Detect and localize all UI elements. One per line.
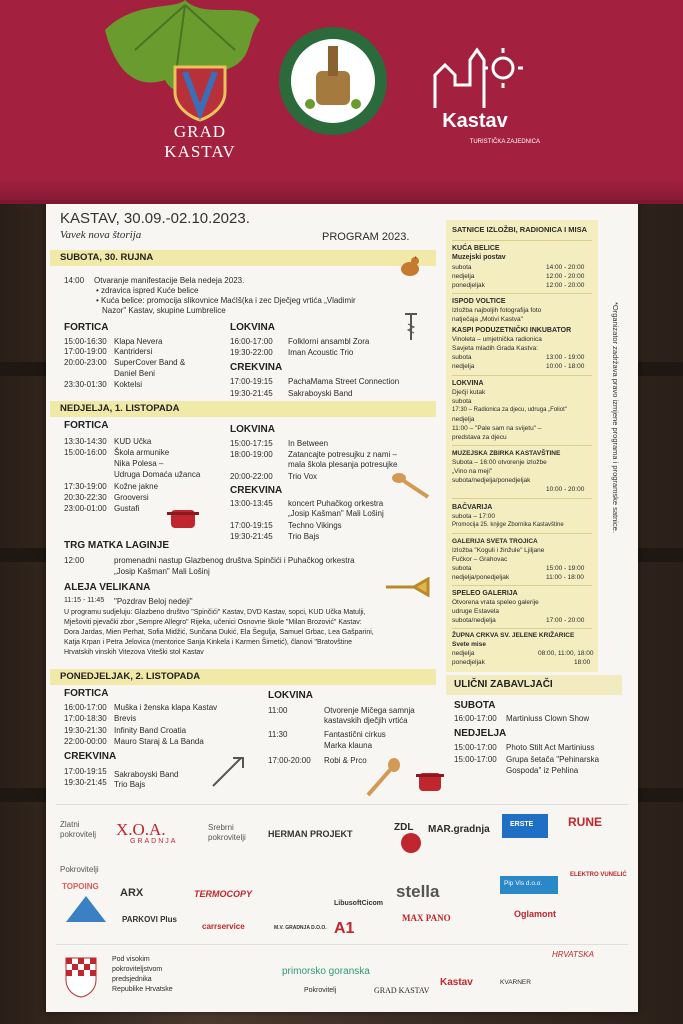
- list-item-name: Brevis: [114, 714, 137, 723]
- row-day: subota: [452, 565, 472, 572]
- side-lokvina-line: predstava za djecu: [452, 434, 507, 441]
- topoing-emblem-icon: [64, 894, 108, 924]
- list-item-name: SuperCover Band &: [114, 358, 186, 367]
- row-day: nedjelja: [452, 363, 475, 370]
- mon-lokvina-label: LOKVINA: [268, 690, 313, 701]
- rune-logo: RUNE: [568, 815, 603, 829]
- divider: [452, 628, 592, 629]
- arx-logo: ARX: [120, 887, 144, 899]
- row-time: 14:00 - 20:00: [546, 264, 585, 271]
- list-item-time: 15:00-17:00: [454, 755, 497, 764]
- high-patron-text: Pod visokim: [112, 956, 150, 963]
- list-item-name: Trio Bajs: [288, 532, 320, 541]
- erste-logo-text: ERSTE: [510, 821, 534, 828]
- aleja-text-5: Hrvatskih vinskih Vitezova Viteški stol Kastav: [64, 649, 204, 656]
- side-lokvina-line: nedjelja: [452, 416, 475, 423]
- list-item-name: Fantastični cirkus: [324, 730, 386, 739]
- cooking-pot-icon: [166, 504, 200, 530]
- opening-bullet-1: • zdravica ispred Kuće belice: [96, 286, 199, 295]
- castle-sun-icon: [425, 40, 525, 110]
- muzejska-line: „Vino na meji": [452, 468, 493, 475]
- cooking-pot-icon: [416, 767, 444, 793]
- row-time: 10:00 - 18:00: [546, 363, 585, 370]
- row-time: 08:00, 11:00, 18:00: [538, 650, 594, 657]
- side-lokvina-line: subota: [452, 398, 472, 405]
- list-item-name: Trio Bajs: [114, 780, 146, 789]
- voltice-line: natječaja „Motivi Kastva": [452, 316, 523, 323]
- row-day: subota/nedjelja: [452, 617, 496, 624]
- row-day: ponedjeljak: [452, 282, 485, 289]
- opening-bullet-2a: • Kuća belice: promocija slikovnice Maćǀš(ka i zec Dječjeg vrtića „Vladimir: [96, 296, 356, 305]
- elektro-logo: ELEKTRO VUNELIĆ: [570, 872, 627, 878]
- list-item-time: 22:00-00:00: [64, 737, 107, 746]
- list-item-name: PachaMama Street Connection: [288, 377, 400, 386]
- divider: [452, 498, 592, 499]
- list-item-time: 19:30-21:45: [64, 778, 107, 787]
- row-time: 13:00 - 19:00: [546, 354, 585, 361]
- gold-label: pokrovitelj: [60, 830, 97, 839]
- logo-line-1: GRAD: [173, 122, 227, 141]
- list-item-name: Zatancajte potresujku z nami –: [288, 450, 397, 459]
- list-item-name: Klapa Nevera: [114, 337, 163, 346]
- high-patron-text: predsjednika: [112, 976, 152, 983]
- herman-projekt-logo: HERMAN PROJEKT: [268, 829, 353, 839]
- mon-fortica-label: FORTICA: [64, 688, 109, 699]
- grad-kastav-small-logo: GRAD KASTAV: [374, 986, 430, 995]
- trg-label: TRG MATKA LAGINJE: [64, 540, 169, 551]
- grad-kastav-logo: [150, 62, 250, 162]
- a1-logo: A1: [334, 920, 355, 937]
- list-item-time: 15:00-16:30: [64, 337, 107, 346]
- libusoft-logo: LibusoftCicom: [334, 900, 383, 907]
- row-day: nedjelja/ponedjeljak: [452, 574, 510, 581]
- list-item-time: 23:00-01:00: [64, 504, 107, 513]
- list-item-name: Grooversi: [114, 493, 149, 502]
- list-item-time: 17:00-20:00: [268, 756, 311, 765]
- row-time: 15:00 - 19:00: [546, 565, 585, 572]
- list-item-name: Folklorni ansambl Zora: [288, 337, 370, 346]
- side-lokvina-title: LOKVINA: [452, 380, 484, 387]
- bacvarija-line: Promocija 25. knjige Zbornika Kastavštine: [452, 522, 564, 528]
- primorsko-goranska-logo: primorsko goranska: [282, 966, 370, 977]
- opening-text: Otvaranje manifestacije Bela nedeja 2023.: [94, 276, 245, 285]
- divider: [452, 585, 592, 586]
- list-item-name: In Between: [288, 439, 329, 448]
- row-day: subota: [452, 354, 472, 361]
- zupna-line: Svete mise: [452, 641, 486, 648]
- list-item-time: 19:30-21:45: [230, 389, 273, 398]
- belica-society-seal: [278, 26, 388, 136]
- zdl-logo: ZDL: [394, 822, 414, 833]
- opening-bullet-2b: Nazor" Kastav, skupine Lumbrelice: [102, 306, 226, 315]
- wooden-spoon-icon: [391, 470, 431, 500]
- program-poster: [46, 182, 638, 1012]
- kastav-tourism-logo: [420, 40, 540, 145]
- stella-logo: stella: [396, 882, 440, 901]
- list-item-time: 13:00-13:45: [230, 499, 273, 508]
- organizer-note: [608, 302, 622, 682]
- kuca-belice-sub: Muzejski postav: [452, 254, 506, 261]
- croatia-coat-of-arms-icon: [64, 952, 98, 998]
- list-item-name: Techno Vikings: [288, 521, 342, 530]
- wooden-spoon-icon: [364, 757, 402, 797]
- list-item-name: KUD Učka: [114, 437, 152, 446]
- sat-crekvina-label: CREKVINA: [230, 362, 283, 373]
- list-item-name: Photo Stilt Act Martiniuss: [506, 743, 595, 752]
- row-day: nedjelja: [452, 273, 475, 280]
- street-sat-label: SUBOTA: [454, 700, 496, 711]
- erste-logo: [502, 814, 548, 838]
- list-item-name: Iman Acoustic Trio: [288, 348, 354, 357]
- list-item-name: koncert Puhačkog orkestra: [288, 499, 384, 508]
- mvgradnja-logo: M.V. GRADNJA D.O.O.: [274, 925, 327, 931]
- speleo-line: udruge Estavela: [452, 608, 499, 615]
- galerija-line: Izložba "Koguli i žinžule" Ljiljane: [452, 547, 545, 554]
- divider: [56, 804, 628, 805]
- row-time: 18:00: [574, 659, 591, 666]
- aleja-title: "Pozdrav Beloj nedeji": [114, 597, 193, 606]
- list-item-time: 17:00-19:15: [64, 767, 107, 776]
- trg-line-2: „Josip Kašman" Mali Lošinj: [114, 567, 210, 576]
- monday-header: PONEDJELJAK, 2. LISTOPADA: [60, 671, 201, 682]
- trumpet-icon: [384, 577, 430, 597]
- row-time: 17:00 - 20:00: [546, 617, 585, 624]
- list-item-time: 17:00-19:15: [230, 521, 273, 530]
- list-item-time: 17:00-19:15: [230, 377, 273, 386]
- divider: [452, 445, 592, 446]
- xoa-logo: X.O.A.: [116, 820, 166, 839]
- xoa-logo-sub: GRADNJA: [130, 838, 178, 845]
- tourism-sub: TURISTIČKA ZAJEDNICA: [469, 139, 540, 145]
- list-item-time: 17:00-18:30: [64, 714, 107, 723]
- list-item-name: Marka klauna: [324, 741, 373, 750]
- pipvis-logo: [500, 876, 558, 894]
- topoing-logo: TOPOING: [62, 882, 99, 891]
- parkovi-logo: PARKOVI Plus: [122, 915, 177, 924]
- sidebar-title: SATNICE IZLOŽBI, RADIONICA I MISA: [452, 225, 587, 234]
- list-item-time: 13:30-14:30: [64, 437, 107, 446]
- maxpano-logo: MAX PANO: [402, 913, 451, 923]
- row-time: 10:00 - 20:00: [546, 486, 585, 493]
- kuca-belice-title: KUĆA BELICE: [452, 245, 500, 252]
- corkscrew-icon: [211, 754, 245, 788]
- list-item-name: Daniel Beni: [114, 369, 155, 378]
- opening-time: 14:00: [64, 276, 85, 285]
- silver-label: Srebrni: [208, 823, 234, 832]
- side-lokvina-line: 11:00 – "Pale sam na svijetu" –: [452, 425, 542, 432]
- bacvarija-line: subota – 17:00: [452, 513, 496, 520]
- kastav-shield-icon: [170, 62, 230, 122]
- chicken-icon: [398, 254, 422, 278]
- list-item-name: Sakraboyski Band: [114, 770, 179, 779]
- red-banner: [0, 0, 683, 204]
- gold-label: Zlatni: [60, 820, 80, 829]
- sun-lokvina-label: LOKVINA: [230, 424, 275, 435]
- kvarner-logo: KVARNER: [500, 979, 531, 986]
- list-item-time: 19:30-21:45: [230, 532, 273, 541]
- sat-lokvina-label: LOKVINA: [230, 322, 275, 333]
- list-item-name: Muška i ženska klapa Kastav: [114, 703, 218, 712]
- kaspi-title: KASPI PODUZETNIČKI INKUBATOR: [452, 327, 572, 334]
- list-item-name: Gustafi: [114, 504, 140, 513]
- list-item-name: Škola armunike: [114, 448, 170, 457]
- sat-fortica-label: FORTICA: [64, 322, 109, 333]
- list-item-time: 11:00: [268, 706, 288, 715]
- sun-fortica-label: FORTICA: [64, 420, 109, 431]
- logo-line-2: KASTAV: [164, 142, 236, 161]
- list-item-name: Infinity Band Croatia: [114, 726, 187, 735]
- termocopy-logo: TERMOCOPY: [194, 889, 253, 899]
- list-item-time: 16:00-17:00: [454, 714, 497, 723]
- aleja-time: 11:15 - 11:45: [64, 597, 105, 604]
- carrservice-logo: carrservice: [202, 922, 245, 931]
- trg-line-1: promenadni nastup Glazbenog društva Spinčići i Puhačkog orkestra: [114, 556, 355, 565]
- list-item-name: Nika Polesa –: [114, 459, 164, 468]
- list-item-name: Mauro Staraj & La Banda: [114, 737, 204, 746]
- list-item-name: Koktelsi: [114, 380, 143, 389]
- list-item-name: Kantridersi: [114, 347, 153, 356]
- high-patron-text: pokroviteljstvom: [112, 966, 163, 973]
- saturday-header: SUBOTA, 30. RUJNA: [60, 252, 154, 263]
- kastav-small-logo: Kastav: [440, 977, 473, 988]
- row-day: subota/nedjelja/ponedjeljak: [452, 477, 531, 484]
- row-day: ponedjeljak: [452, 659, 485, 666]
- row-day: subota: [452, 264, 472, 271]
- list-item-name: Martiniuss Clown Show: [506, 714, 590, 723]
- list-item-name: mala škola plesanja potresujke: [288, 460, 398, 469]
- corkscrew-icon: [401, 312, 421, 342]
- aleja-text-4: Katja Krpan i Petra Jelovica (mentorice Sanja Kinkela i Karmen Šimetić), članovi "Bratovštine: [64, 639, 353, 646]
- list-item-name: Otvorenje Mičega samnja: [324, 706, 415, 715]
- trg-time: 12:00: [64, 556, 85, 565]
- mon-crekvina-label: CREKVINA: [64, 751, 117, 762]
- list-item-name: Kožne jakne: [114, 482, 159, 491]
- street-title: ULIČNI ZABAVLJAČI: [454, 679, 553, 690]
- list-item-time: 20:30-22:30: [64, 493, 107, 502]
- pipvis-logo-text: Pip Vis d.o.o.: [504, 880, 543, 887]
- list-item-name: Robi & Prco: [324, 756, 367, 765]
- galerija-line: Fučkor – Grahovac: [452, 556, 508, 563]
- aleja-text-1: U programu sudjeluju: Glazbeno društvo "Spinčići" Kastav, DVD Kastav, sopci, KUD Učka Matulji,: [64, 609, 366, 616]
- kaspi-line: Savjeta mladih Grada Kastva:: [452, 345, 538, 352]
- galerija-title: GALERIJA SVETA TROJICA: [452, 538, 538, 545]
- divider: [452, 240, 592, 241]
- row-time: 11:00 - 18:00: [546, 574, 584, 581]
- speleo-line: Otvorena vrata speleo galerije: [452, 599, 539, 606]
- aleja-text-2: Mješoviti pjevački zbor „Sempre Allegro" Rijeka, učenici Osnovne škole "Milan Brozović" Kastav:: [64, 619, 362, 626]
- high-patron-text: Republike Hrvatske: [112, 986, 173, 993]
- list-item-name: „Josip Kašman" Mali Lošinj: [288, 509, 384, 518]
- aleja-label: ALEJA VELIKANA: [64, 582, 151, 593]
- schedule-sidebar: [446, 220, 598, 672]
- list-item-time: 18:00-19:00: [230, 450, 273, 459]
- kastav-name: Kastav: [442, 110, 508, 132]
- list-item-name: kastavskih dječjih vrtića: [324, 716, 408, 725]
- muzejska-title: MUZEJSKA ZBIRKA KASTAVŠTINE: [452, 450, 561, 457]
- program-label: PROGRAM 2023.: [322, 231, 410, 243]
- list-item-name: Trio Vox: [288, 472, 318, 481]
- list-item-time: 19:30-22:00: [230, 348, 273, 357]
- patrons-label: Pokrovitelji: [60, 865, 99, 874]
- list-item-time: 20:00-23:00: [64, 358, 107, 367]
- aleja-text-3: Dora Jardas, Mien Perhat, Sofia Midžić, Sunčana Dukić, Ela Šegulja, Samuel Grbac, Lea Gašparini,: [64, 629, 374, 636]
- seal-icon: [278, 26, 388, 136]
- poster-motto: Vavek nova štorija: [60, 229, 142, 241]
- list-item-name: Sakraboyski Band: [288, 389, 353, 398]
- list-item-time: 20:00-22:00: [230, 472, 273, 481]
- list-item-time: 23:30-01:30: [64, 380, 107, 389]
- red-dot-icon: [400, 832, 422, 854]
- list-item-name: Udruga Domaća užanca: [114, 470, 201, 479]
- divider: [452, 293, 592, 294]
- row-time: 12:00 - 20:00: [546, 273, 585, 280]
- organizer-note-text: *Organizator zadržava pravo izmjene programa i programske satnice.: [611, 302, 620, 533]
- list-item-time: 15:00-16:00: [64, 448, 107, 457]
- zupna-title: ŽUPNA CRKVA SV. JELENE KRIŽARICE: [452, 632, 575, 639]
- list-item-name: Gospoda" iz Pehlina: [506, 766, 579, 775]
- list-item-time: 16:00-17:00: [64, 703, 107, 712]
- oglamont-logo: Oglamont: [514, 909, 556, 919]
- street-sun-label: NEDJELJA: [454, 728, 507, 739]
- side-lokvina-line: Dječji kutak: [452, 389, 486, 396]
- pokrovitelj-label: Pokrovitelj: [304, 987, 337, 994]
- margradnja-logo: MAR.gradnja: [428, 824, 490, 835]
- list-item-time: 19:30-21:30: [64, 726, 107, 735]
- silver-label: pokrovitelji: [208, 833, 246, 842]
- voltice-line: Izložba najboljih fotografija foto: [452, 307, 542, 314]
- divider: [56, 944, 628, 945]
- speleo-title: SPELEO GALERIJA: [452, 590, 518, 597]
- divider: [452, 375, 592, 376]
- bacvarija-title: BAČVARIJA: [452, 504, 493, 511]
- list-item-time: 11:30: [268, 730, 288, 739]
- sun-crekvina-label: CREKVINA: [230, 485, 283, 496]
- list-item-time: 16:00-17:00: [230, 337, 273, 346]
- list-item-time: 17:30-19:00: [64, 482, 107, 491]
- kaspi-line: Vinoleta – umjetnička radionica: [452, 336, 542, 343]
- row-time: 12:00 - 20:00: [546, 282, 585, 289]
- list-item-time: 17:00-19:00: [64, 347, 107, 356]
- muzejska-line: Subota – 16:00 otvorenje izložbe: [452, 459, 547, 466]
- hrvatska-logo: HRVATSKA: [552, 950, 594, 959]
- voltice-title: ISPOD VOLTICE: [452, 298, 506, 305]
- banner-fold: [0, 180, 683, 200]
- row-day: nedjelja: [452, 650, 475, 657]
- sunday-header: NEDJELJA, 1. LISTOPADA: [60, 403, 180, 414]
- list-item-time: 15:00-17:00: [454, 743, 497, 752]
- list-item-name: Grupa šetača "Pehinarska: [506, 755, 600, 764]
- side-lokvina-line: 17:30 – Radionica za djecu, udruga „Foliot": [452, 407, 567, 413]
- list-item-time: 15:00-17:15: [230, 439, 273, 448]
- poster-dates: KASTAV, 30.09.-02.10.2023.: [60, 210, 250, 227]
- divider: [452, 533, 592, 534]
